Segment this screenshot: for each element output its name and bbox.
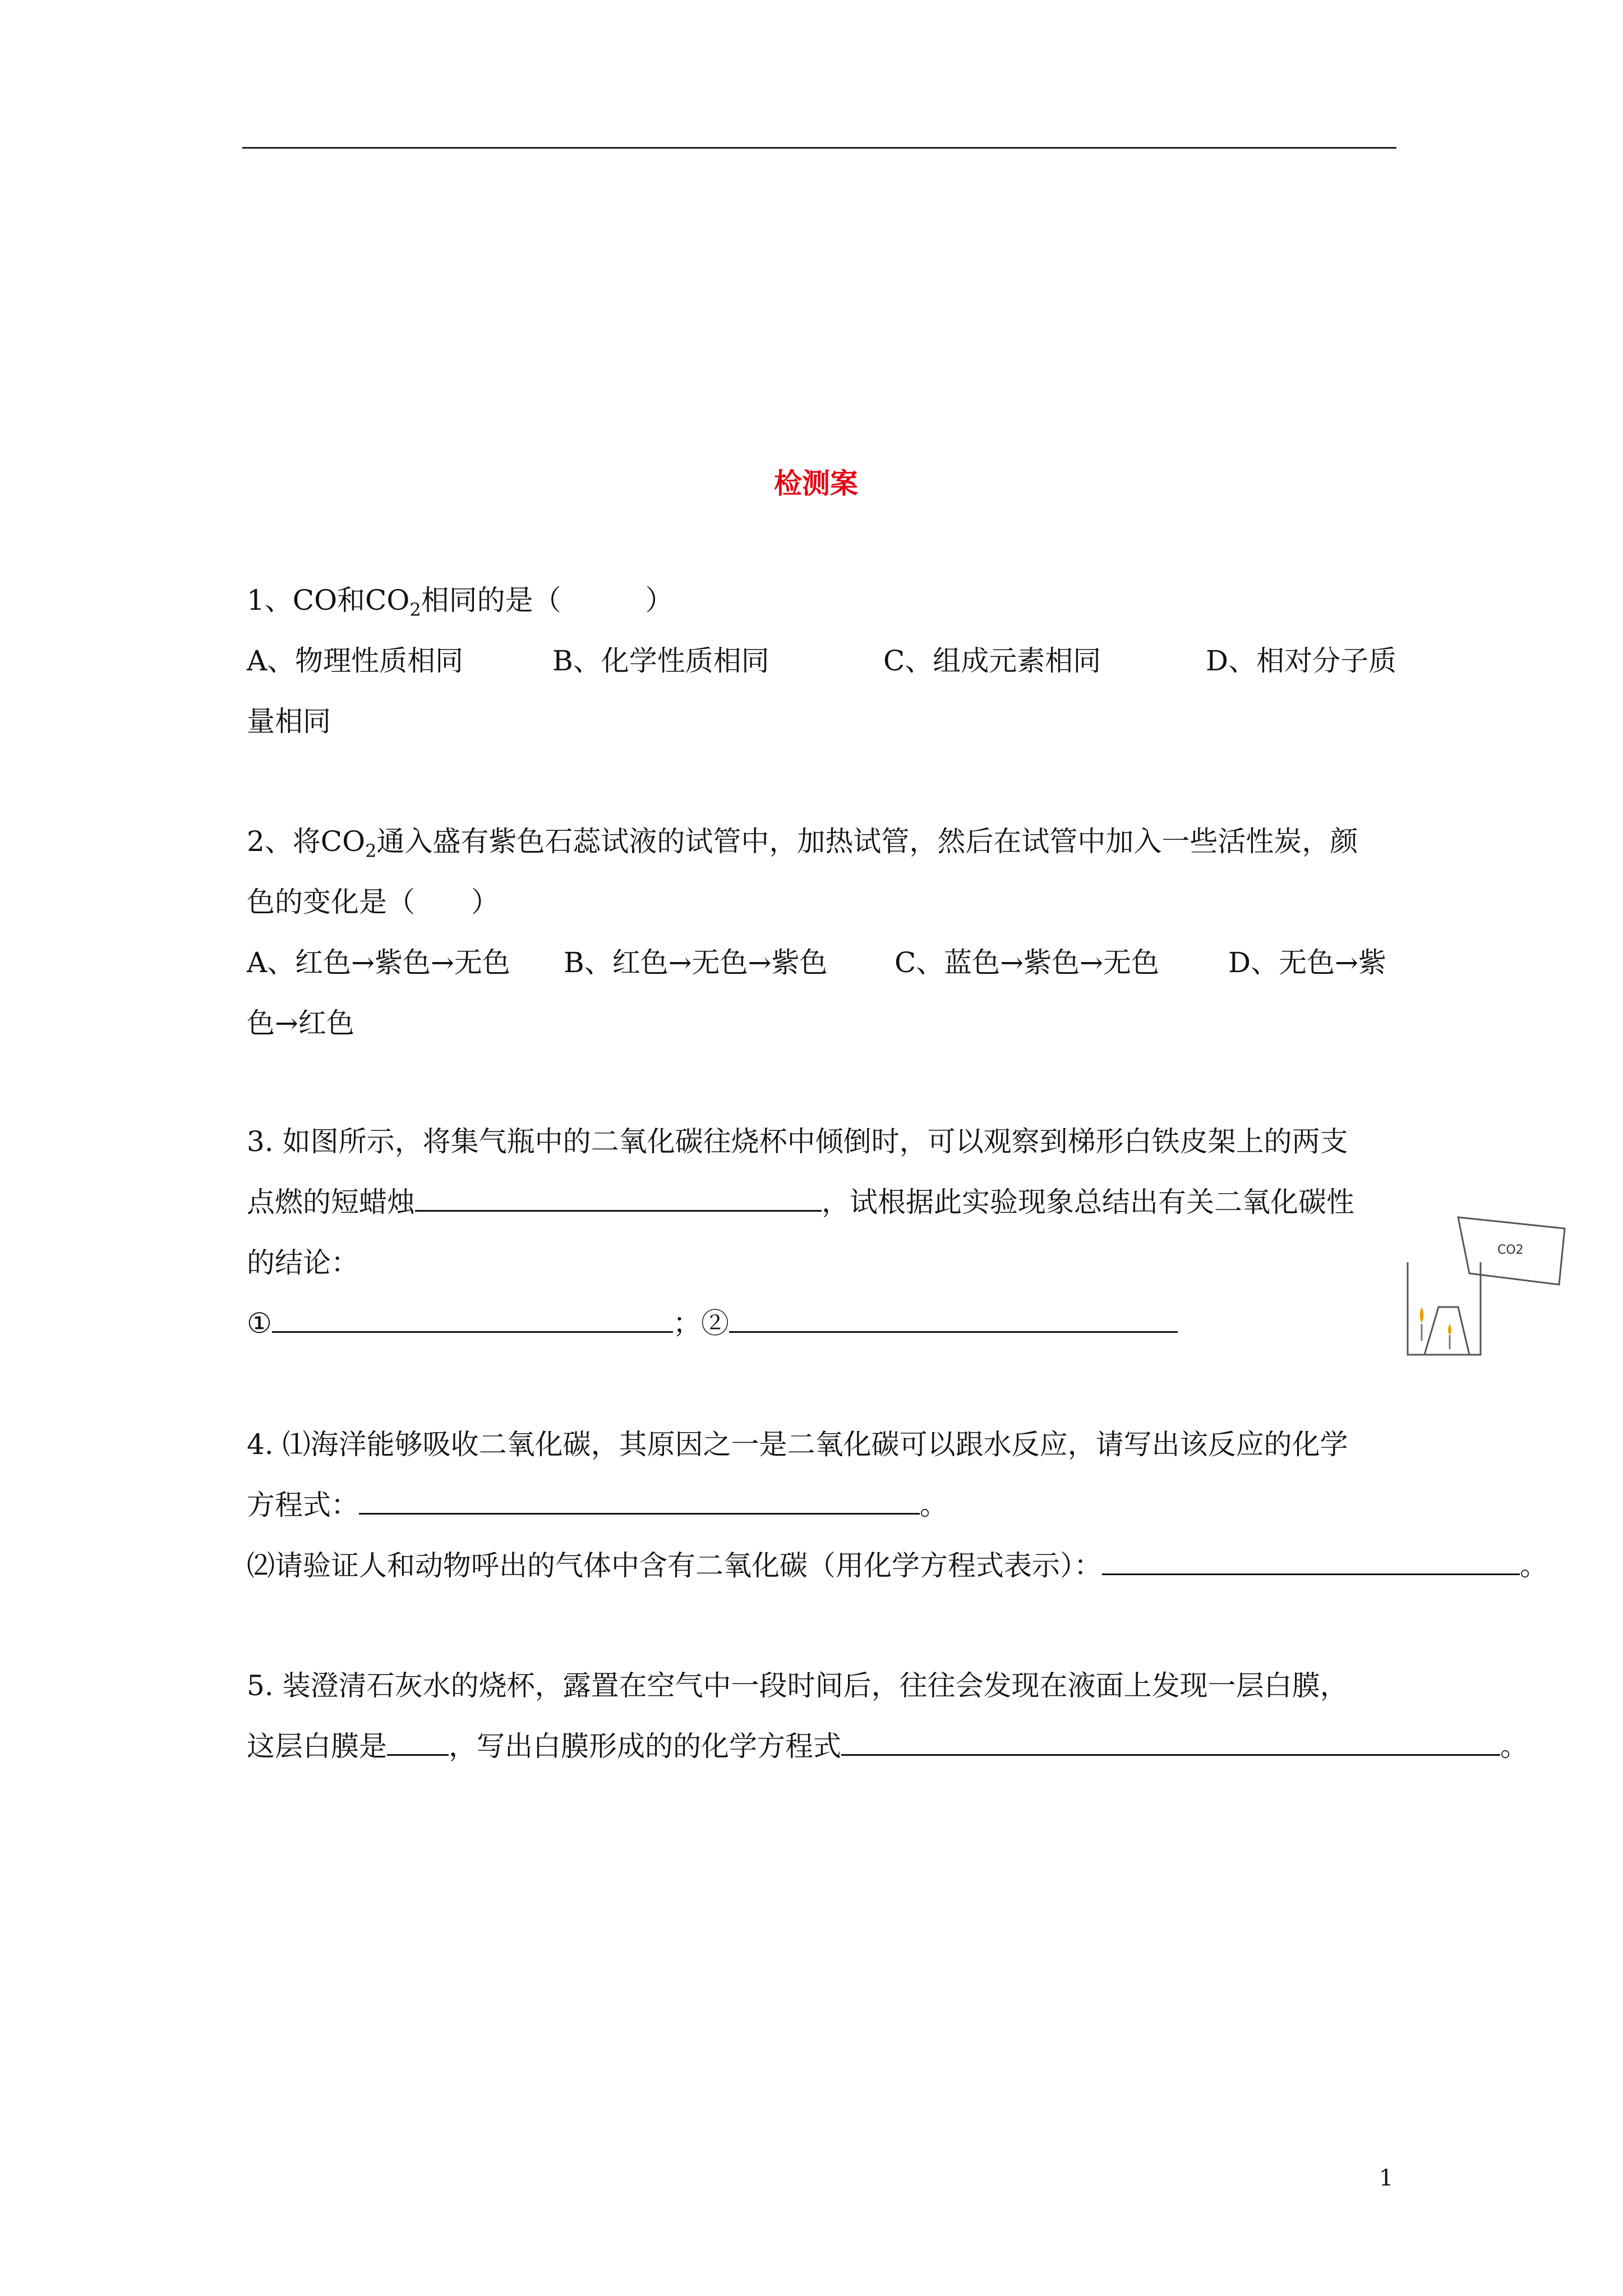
q4-line-2-a: 方程式： — [247, 1489, 359, 1521]
flame-icon-2 — [1448, 1324, 1451, 1335]
q4-answer-blank-equation-1[interactable] — [359, 1488, 920, 1515]
q1-stem-b: 相同的是（ ） — [421, 584, 674, 616]
q3-line-2-a: 点燃的短蜡烛 — [247, 1186, 415, 1218]
page-title: 检测案 — [774, 467, 858, 500]
q5-line-2-a: 这层白膜是 — [247, 1730, 387, 1763]
q4-line-2-end: 。 — [920, 1489, 948, 1521]
q3-answer-blank-conclusion-2[interactable] — [729, 1306, 1178, 1333]
figure-co2-label: CO2 — [1497, 1243, 1524, 1257]
q4-line-2 — [247, 1488, 948, 1522]
q2-stem-a: 2、将CO — [247, 825, 366, 858]
q5-answer-blank-equation[interactable] — [841, 1729, 1500, 1756]
q3-separator: ；② — [672, 1307, 729, 1340]
q3-blank-1-label: ① — [247, 1307, 272, 1340]
flame-icon-1 — [1420, 1307, 1424, 1323]
q1-stem — [247, 583, 674, 620]
q2-stem-continued: 色的变化是（ ） — [247, 886, 499, 918]
q3-line-2 — [247, 1185, 1354, 1219]
q5-line-2-end: 。 — [1500, 1730, 1528, 1763]
co2-pouring-experiment-figure — [1396, 1195, 1581, 1363]
header-rule — [242, 147, 1396, 149]
q2-option-d: D、无色→紫 — [1228, 946, 1386, 979]
q4-answer-blank-equation-2[interactable] — [1102, 1549, 1520, 1575]
q4-line-1: 4. ⑴海洋能够吸收二氧化碳，其原因之一是二氧化碳可以跟水反应，请写出该反应的化学 — [247, 1428, 1348, 1461]
q4-line-3 — [247, 1549, 1548, 1582]
q5-answer-blank-film[interactable] — [387, 1729, 449, 1756]
q2-stem-b: 通入盛有紫色石蕊试液的试管中，加热试管，然后在试管中加入一些活性炭，颜 — [376, 825, 1358, 858]
q1-option-c: C、组成元素相同 — [883, 645, 1101, 677]
q3-line-4 — [247, 1306, 1178, 1340]
beaker-shape — [1408, 1262, 1481, 1355]
tin-stand-shape — [1424, 1307, 1469, 1355]
q5-line-2-b: ，写出白膜形成的的化学方程式 — [449, 1730, 841, 1763]
page-number: 1 — [1379, 2165, 1394, 2191]
q2-option-d-continued: 色→红色 — [247, 1007, 354, 1039]
q1-option-a: A、物理性质相同 — [247, 645, 464, 677]
q1-option-d-continued: 量相同 — [247, 705, 331, 738]
q4-line-3-end: 。 — [1520, 1549, 1548, 1582]
q3-line-2-b: ，试根据此实验现象总结出有关二氧化碳性 — [822, 1186, 1354, 1218]
q2-option-a: A、红色→紫色→无色 — [247, 946, 510, 979]
q3-line-3: 的结论： — [247, 1246, 359, 1279]
q1-option-b: B、化学性质相同 — [552, 645, 769, 677]
q3-line-1: 3. 如图所示，将集气瓶中的二氧化碳往烧杯中倾倒时，可以观察到梯形白铁皮架上的两支 — [247, 1125, 1348, 1158]
q2-stem — [247, 825, 1358, 862]
q1-option-d: D、相对分子质 — [1206, 645, 1397, 677]
q1-stem-a: 1、CO和CO — [247, 584, 410, 616]
q5-line-2 — [247, 1729, 1528, 1763]
q3-answer-blank-conclusion-1[interactable] — [272, 1306, 673, 1333]
q2-stem-sub: 2 — [365, 840, 377, 862]
q3-answer-blank-phenomenon[interactable] — [415, 1185, 822, 1212]
q5-line-1: 5. 装澄清石灰水的烧杯，露置在空气中一段时间后，往往会发现在液面上发现一层白膜， — [247, 1669, 1348, 1702]
q4-line-3-a: ⑵请验证人和动物呼出的气体中含有二氧化碳（用化学方程式表示）： — [247, 1549, 1102, 1582]
q2-option-b: B、红色→无色→紫色 — [564, 946, 828, 979]
q1-stem-sub: 2 — [409, 599, 421, 620]
q2-option-c: C、蓝色→紫色→无色 — [895, 946, 1160, 979]
